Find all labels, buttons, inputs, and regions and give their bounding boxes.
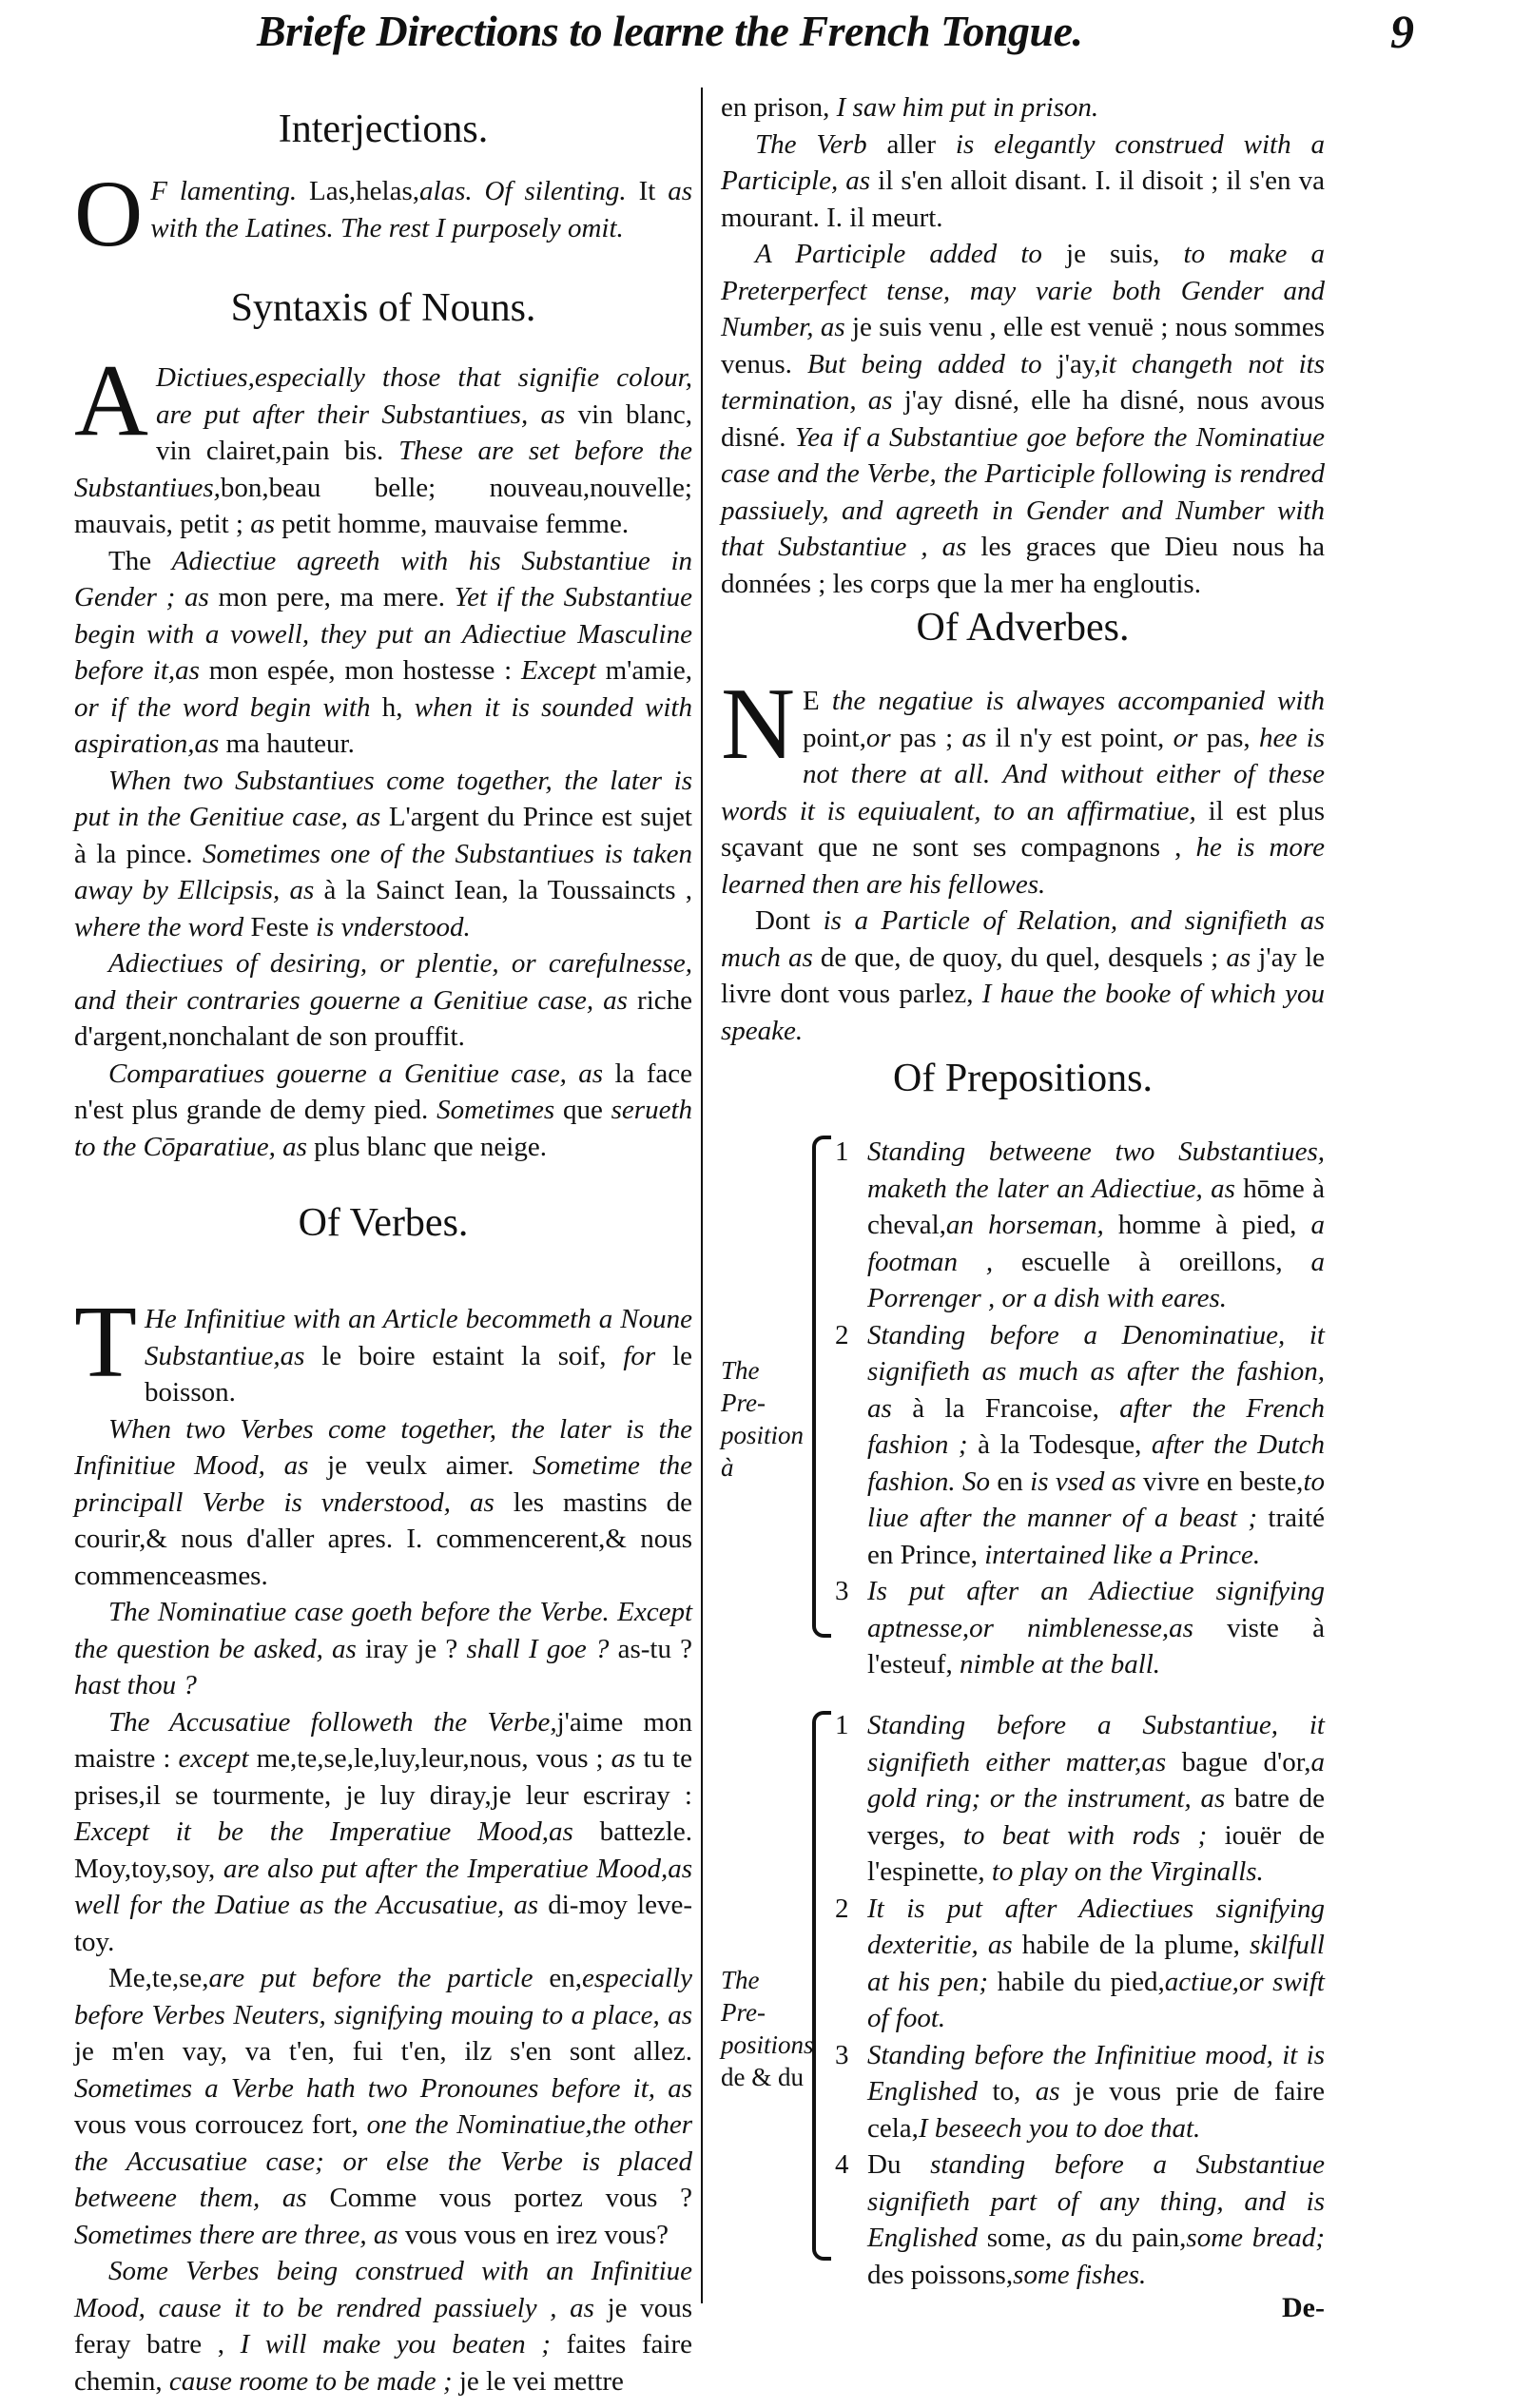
item-number: 3 (835, 2039, 849, 2070)
text-italic: Adiectiue agreeth with his Substantiue in Gender ; as (74, 545, 692, 612)
label-line: The Pre- (721, 1356, 766, 1417)
text-italic: Some Verbes being construed with an Infinitiue Mood, cause it to be rendred passiuely , as (74, 2256, 692, 2323)
list-item (835, 1891, 1325, 2037)
text-roman: mon espée, mon hostesse : (208, 655, 521, 686)
heading-of-adverbes: Of Adverbes. (916, 606, 1130, 650)
bracket-label (721, 1354, 808, 1484)
text-roman: Du (867, 2149, 931, 2180)
paragraph (721, 903, 1325, 1049)
text-italic: to play on the Virginalls. (991, 1856, 1264, 1887)
list-item (835, 2037, 1325, 2147)
text-italic: serueth to the Cōparatiue, as (74, 1095, 693, 1162)
text-italic: the negatiue is alwayes accompanied with (831, 686, 1325, 716)
text-roman: The (108, 545, 172, 576)
text-italic: to make a Preterperfect tense, may varie both Gender and Number, as (721, 239, 1326, 342)
text-italic: Yet if the Substantiue begin with a vowell, they put an Adiectiue Masculine before it,as (74, 582, 692, 686)
paragraph (74, 763, 692, 946)
list-item (835, 1317, 1325, 1574)
text-italic: an horseman, (945, 1210, 1118, 1240)
text-roman: je veulx aimer. (327, 1450, 533, 1481)
text-italic: a gold ring; or the instrument, as (867, 1746, 1326, 1814)
paragraph (721, 668, 1326, 903)
text-italic: skilfull at his pen; (867, 1930, 1325, 1997)
text-italic: Standing betweene two Substantiues, maketh the later an Adiectiue, as (867, 1136, 1325, 1204)
text-roman: homme à pied, (1117, 1210, 1311, 1240)
text-roman: Dont (755, 905, 824, 936)
text-italic: a footman , (867, 1210, 1325, 1277)
text-italic: Sometimes there are three, as (74, 2219, 405, 2250)
text-italic: cause roome to be made ; (168, 2365, 459, 2397)
text-roman: vivre en beste, (1142, 1466, 1304, 1497)
text-roman: escuelle à oreillons, (1020, 1246, 1311, 1277)
paragraph (74, 945, 692, 1056)
text-italic: I will make you beaten ; (240, 2329, 567, 2359)
text-roman: les graces que Dieu nous ha données ; les corps que la mer ha engloutis. (721, 532, 1325, 599)
text-roman: m'amie, (605, 655, 693, 686)
text-roman: de que, de quoy, du quel, desquels ; (820, 942, 1227, 973)
list-item (835, 2146, 1325, 2293)
text-italic: nimble at the ball. (960, 1649, 1161, 1680)
text-roman: à la Francoise, (912, 1392, 1120, 1424)
dropcap: A (74, 344, 148, 457)
text-italic: or (1173, 722, 1207, 753)
bracket-items (835, 1707, 1325, 2293)
item-number: 3 (835, 1576, 849, 1606)
text-italic: after the French fashion ; (867, 1392, 1325, 1460)
text-italic: as (250, 509, 282, 539)
curly-brace (812, 1136, 831, 1638)
paragraph (74, 1411, 692, 1595)
text-roman: en prison, (721, 92, 837, 123)
text-roman: iouër de l'espinette, (867, 1819, 1325, 1887)
preposition-a-table (721, 1134, 1325, 1680)
text-italic: shall I goe ? (466, 1633, 618, 1664)
text-italic: It is put after Adiectiues signifying dexteritie, as (867, 1893, 1325, 1960)
text-italic: actiue,or swift of foot. (867, 1966, 1325, 2033)
item-number: 4 (835, 2149, 849, 2180)
text-roman: some, (986, 2223, 1061, 2253)
text-roman: ma hauteur. (225, 728, 355, 759)
paragraph (721, 126, 1325, 237)
item-number: 1 (835, 1710, 849, 1740)
text-roman: Las,helas, (309, 176, 420, 206)
text-italic: F lamenting. (150, 176, 310, 206)
heading-syntaxis-of-nouns: Syntaxis of Nouns. (230, 286, 536, 330)
heading-interjections: Interjections. (278, 107, 489, 151)
text-roman: je m'en vay, va t'en, fui t'en, ilz s'en sont allez. (74, 2036, 692, 2067)
text-italic: alas. Of silenting. (419, 176, 639, 206)
text-italic: for (623, 1340, 673, 1371)
paragraph-interjections (74, 161, 693, 266)
text-roman: E (803, 686, 832, 716)
text-roman: je vous feray batre , (74, 2292, 693, 2359)
text-roman: Comme vous portez vous ? (329, 2183, 693, 2213)
text-roman: hōme à cheval, (867, 1173, 1325, 1240)
text-roman: L'argent du Prince est sujet à la pince. (74, 802, 692, 869)
text-roman: bon,beau belle; nouveau,nouvelle; mauvais, petit ; (74, 472, 692, 539)
running-title: Briefe Directions to learne the French Tongue. (257, 7, 1083, 55)
catchword: De- (1282, 2292, 1325, 2323)
list-item (835, 1707, 1325, 1891)
text-italic: some bread; (1186, 2223, 1325, 2253)
text-roman: viste à l'esteuf, (867, 1612, 1325, 1680)
column-divider (701, 87, 703, 2303)
text-italic: Sometimes a Verbe hath two Pronounes before it, as (74, 2072, 692, 2104)
text-roman: à la Sainct Iean, la Toussaincts , (323, 875, 693, 905)
text-italic: as (1060, 2223, 1096, 2253)
text-italic: Standing before a Substantiue, it signifieth either matter,as (867, 1710, 1325, 1777)
label-line: de & du (721, 2063, 804, 2091)
text-italic: Comparatiues gouerne a Genitiue case, as (108, 1058, 615, 1089)
text-italic: when it is sounded with aspiration,as (74, 691, 692, 759)
text-roman: pas, (1206, 722, 1260, 753)
text-italic: is vsed as (1030, 1466, 1143, 1497)
text-italic: hast thou ? (74, 1670, 197, 1700)
list-item (835, 1134, 1325, 1317)
label-line: The Pre- (721, 1966, 766, 2027)
text-roman: les mastins de courir,& nous d'aller apres. I. commencerent,& nous commenceasmes. (74, 1486, 693, 1591)
text-italic: Except (520, 655, 606, 686)
text-italic: The Accusatiue followeth the Verbe, (108, 1706, 557, 1738)
text-roman: il n'y est point, (995, 722, 1174, 753)
text-italic: as (611, 1743, 644, 1774)
text-italic: is a Particle of Relation, and signifieth as much as (721, 905, 1325, 973)
dropcap: N (721, 668, 795, 781)
text-roman: en, (549, 1963, 583, 1993)
text-italic: Yea if a Substantiue goe before the Nominatiue case and the Verbe, the Participle following is rendred passiuely, and agreeth in Gender and Number with that Substantiue , as (721, 421, 1325, 562)
text-italic: is elegantly construed with a Participle, as (721, 128, 1325, 196)
text-italic: Standing before a Denominatiue, it signifieth as much as after the fashion, as (867, 1319, 1325, 1424)
text-italic: except (178, 1743, 257, 1774)
text-italic: A Participle added to (755, 239, 1067, 269)
paragraph (74, 1594, 692, 1704)
text-roman: faites faire chemin, (74, 2329, 693, 2397)
text-italic: as (1035, 2076, 1075, 2107)
paragraph (74, 1286, 692, 1411)
paragraph (74, 1960, 692, 2253)
dropcap: O (74, 161, 144, 266)
text-italic: Sometime the principall Verbe is vnderstood, as (74, 1450, 692, 1518)
text-italic: The Verb (755, 128, 887, 160)
text-roman: vous vous corroucez fort, (74, 2109, 367, 2140)
text-italic: hee is not there at all. And without either of these words it is equiualent, to an affirmatiue, (721, 722, 1326, 826)
text-italic: These are set before the Substantiues, (74, 436, 692, 503)
text-roman: vous vous en irez vous? (404, 2219, 669, 2250)
text-roman: j'ay, (1057, 348, 1101, 379)
text-italic: as with the Latines. The rest I purposely omit. (150, 176, 693, 243)
bracket-label (721, 1964, 814, 2093)
text-italic: Except it be the Imperatiue Mood,as (74, 1816, 600, 1847)
text-roman: traité en Prince, (867, 1503, 1325, 1570)
heading-of-verbes: Of Verbes. (298, 1201, 469, 1245)
text-roman: des poissons, (867, 2259, 1014, 2290)
preposition-de-du-table (721, 1707, 1326, 2290)
text-roman: point, (803, 722, 866, 753)
text-roman: habile du pied, (997, 1966, 1165, 1997)
section-verbes-continued (721, 89, 1325, 602)
text-roman: le boire estaint la soif, (321, 1340, 624, 1371)
text-italic: intertained like a Prince. (984, 1539, 1261, 1570)
text-italic: it changeth not its termination, as (721, 348, 1325, 416)
text-italic: He Infinitiue with an Article becommeth a Noune Substantiue,as (144, 1304, 692, 1371)
text-roman: du pain, (1095, 2223, 1187, 2253)
text-italic: to liue after the manner of a beast ; (867, 1466, 1325, 1533)
text-italic: standing before a Substantiue signifieth part of any thing, and is Englished (867, 2149, 1325, 2253)
item-number: 2 (835, 1893, 849, 1924)
text-roman: il s'en alloit disant. I. il disoit ; il s'en va mourant. I. il meurt. (721, 165, 1325, 233)
text-roman: iray je ? (365, 1633, 467, 1664)
item-number: 2 (835, 1319, 849, 1350)
text-italic: When two Verbes come together, the later is the Infinitiue Mood, as (74, 1413, 692, 1481)
text-roman: que (562, 1095, 611, 1125)
text-roman: as-tu ? (617, 1633, 692, 1664)
text-roman: me,te,se,le,luy,leur,nous, vous ; (256, 1743, 611, 1774)
text-roman: It (638, 176, 656, 206)
text-italic: But being added to (807, 348, 1057, 379)
text-italic: are also put after the Imperatiue Mood,as well for the Datiue as the Accusatiue, as (74, 1853, 693, 1920)
paragraph (721, 89, 1325, 126)
text-roman: h, (381, 691, 415, 723)
text-italic: I beseech you to doe that. (918, 2112, 1201, 2144)
paragraph (74, 1056, 692, 1166)
text-roman: je suis venu , elle est venuë ; nous sommes venus. (721, 312, 1325, 379)
text-roman: bague d'or, (1181, 1746, 1311, 1777)
text-italic: When two Substantiues come together, the later is put in the Genitiue case, as (74, 765, 692, 832)
text-roman: le boisson. (144, 1340, 692, 1408)
dropcap: T (74, 1286, 137, 1399)
text-roman: petit homme, mauvaise femme. (281, 509, 630, 539)
text-italic: Sometimes one of the Substantiues is taken away by Ellcipsis, as (74, 838, 692, 905)
paragraph (74, 543, 692, 763)
curly-brace (812, 1711, 831, 2261)
text-roman: j'ay le livre dont vous parlez, (721, 942, 1326, 1009)
text-roman: Me,te,se, (108, 1963, 209, 1993)
text-italic: after the Dutch fashion. So (867, 1429, 1325, 1497)
text-roman: to, (992, 2076, 1036, 2107)
text-italic: one the Nominatiue,the other the Accusatiue case; or else the Verbe is placed betweene them, as (74, 2109, 692, 2213)
text-roman: plus blanc que neige. (314, 1131, 547, 1162)
text-italic: a Porrenger , or a dish with eares. (867, 1246, 1325, 1313)
text-italic: where the word (74, 911, 251, 942)
text-italic: is vnderstood. (316, 911, 471, 942)
text-italic: to beat with rods ; (962, 1819, 1225, 1851)
item-number: 1 (835, 1136, 849, 1167)
text-roman: il est plus sçavant que ne sont ses compagnons , (721, 795, 1326, 863)
text-italic: are put before the particle (208, 1963, 550, 1993)
text-roman: j'ay disné, elle ha disné, nous avous disné. (721, 385, 1325, 453)
text-italic: I saw him put in prison. (836, 92, 1099, 123)
bracket-items (835, 1134, 1325, 1683)
text-italic: or if the word begin with (74, 691, 382, 723)
text-italic: Sometimes (436, 1095, 563, 1125)
text-roman: vin blanc, vin clairet,pain bis. (156, 398, 692, 466)
list-item (835, 1573, 1325, 1683)
text-italic: as (961, 722, 996, 753)
text-italic: Is put after an Adiectiue signifying aptnesse,or nimblenesse,as (867, 1576, 1325, 1643)
text-roman: je le vei mettre (458, 2365, 624, 2397)
text-roman: tu te prises,il se tourmente, je luy diray,je leur escriray : (74, 1743, 692, 1811)
text-roman: riche d'argent,nonchalant de son prouffit. (74, 984, 692, 1052)
paragraph (74, 344, 692, 543)
text-roman: pas ; (900, 722, 962, 753)
text-roman: battezle. Moy,toy,soy, (74, 1816, 692, 1884)
text-roman: je vous prie de faire cela, (867, 2076, 1325, 2144)
text-roman: habile de la plume, (1021, 1930, 1251, 1960)
page-number: 9 (1390, 5, 1414, 58)
text-italic: I haue the booke of which you speake. (721, 979, 1325, 1046)
text-roman: je suis, (1066, 239, 1184, 269)
text-roman: aller (886, 128, 956, 160)
text-italic: The Nominatiue case goeth before the Verbe. Except the question be asked, as (74, 1597, 692, 1664)
text-italic: or (865, 722, 901, 753)
text-roman: Feste (250, 911, 316, 942)
paragraph (74, 1704, 692, 1961)
text-italic: Dictiues,especially those that signifie colour, are put after their Substantiues, as (156, 362, 692, 430)
text-roman: à la Todesque, (978, 1429, 1152, 1460)
text-italic: especially before Verbes Neuters, signifying mouing to a place, as (74, 1963, 692, 2030)
text-italic: he is more learned then are his fellowes. (721, 832, 1325, 900)
paragraph (74, 2253, 692, 2399)
heading-of-prepositions: Of Prepositions. (893, 1057, 1153, 1100)
section-nouns (74, 344, 693, 1165)
text-roman: la face n'est plus grande de demy pied. (74, 1058, 692, 1125)
paragraph (721, 236, 1325, 602)
section-verbes (74, 1286, 693, 2399)
text-roman: batre de verges, (867, 1783, 1325, 1851)
text-roman: di-moy leve-toy. (74, 1890, 693, 1957)
label-line: position à (721, 1421, 805, 1482)
label-line: positions (721, 2030, 814, 2059)
text-roman: j'aime mon maistre : (74, 1706, 692, 1774)
section-adverbes (721, 668, 1326, 1049)
text-italic: some fishes. (1013, 2259, 1147, 2290)
text-italic: as (1226, 942, 1259, 973)
text-roman: en (997, 1466, 1031, 1497)
text-italic: Adiectiues of desiring, or plentie, or carefulnesse, and their contraries gouerne a Genitiue case, as (74, 948, 692, 1016)
text-italic: Standing before the Infinitiue mood, it is Englished (867, 2039, 1325, 2107)
text-roman: mon pere, ma mere. (218, 582, 455, 612)
